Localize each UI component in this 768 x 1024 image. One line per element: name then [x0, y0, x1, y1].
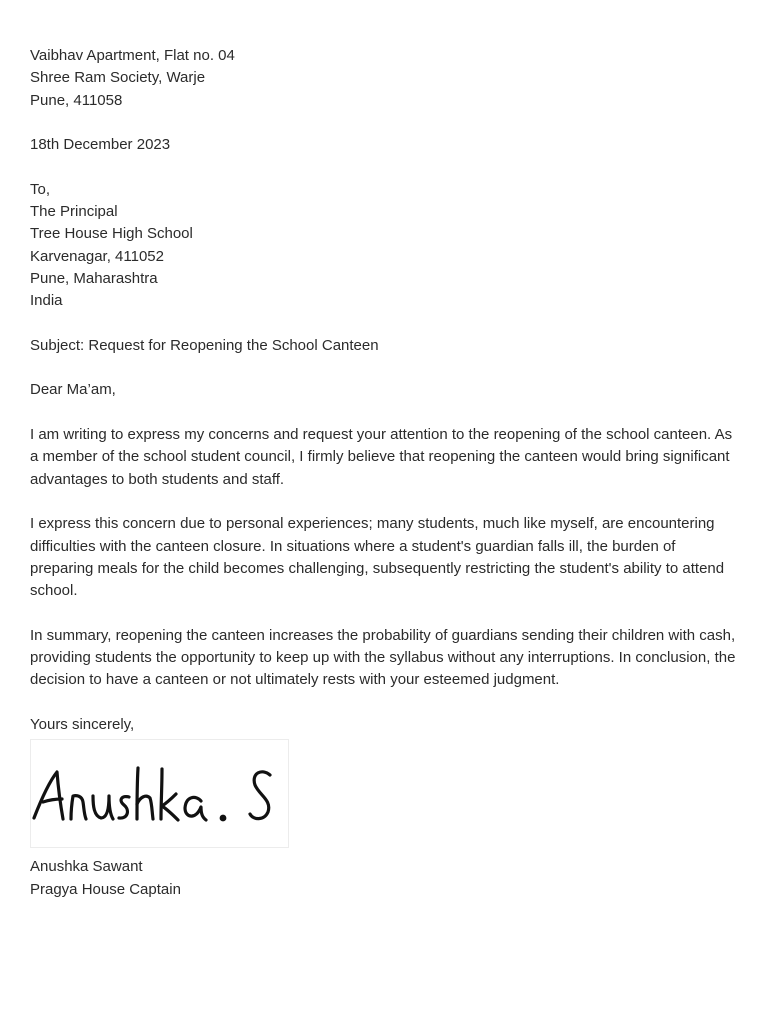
letter-subject: Subject: Request for Reopening the School Canteen [30, 336, 379, 354]
closing-block [30, 714, 742, 736]
signature-image [30, 739, 289, 848]
recipient-country: India [30, 292, 63, 310]
recipient-area: Karvenagar, 411052 [30, 247, 164, 265]
greeting-block [30, 379, 742, 401]
signer-role: Pragya House Captain [30, 880, 181, 898]
recipient-address [30, 179, 742, 313]
signer-block [30, 856, 742, 901]
signer-name: Anushka Sawant [30, 858, 143, 876]
recipient-city-state: Pune, Maharashtra [30, 269, 158, 287]
recipient-title: The Principal [30, 203, 118, 221]
body-paragraph-1: I am writing to express my concerns and request your attention to the reopening of the school canteen. As a member of the school student council, I firmly believe that reopening the canteen would bring significant advantages to both students and staff. [30, 426, 733, 488]
handwritten-signature [31, 740, 289, 848]
letter-closing: Yours sincerely, [30, 715, 135, 733]
letter-date-block [30, 134, 742, 156]
recipient-to: To, [30, 180, 51, 198]
sender-address-line: Pune, 411058 [30, 91, 123, 109]
letter [30, 45, 742, 901]
letter-date: 18th December 2023 [30, 136, 171, 154]
recipient-school: Tree House High School [30, 225, 193, 243]
body-paragraph-3: In summary, reopening the canteen increases the probability of guardians sending their children with cash, providing students the opportunity to keep up with the syllabus without any interruptions. In conclusion, the decision to have a canteen or not ultimately rests with your esteemed judgment. [30, 626, 736, 689]
sender-address-line: Vaibhav Apartment, Flat no. 04 [30, 47, 235, 64]
body-paragraph-2: I express this concern due to personal experiences; many students, much like myself, are encountering difficulties with the canteen closure. In situations where a student's guardian falls ill, the burden of preparing meals for the child becomes challenging, subsequently restricting the student's ability to attend school. [30, 515, 725, 600]
sender-address-line: Shree Ram Society, Warje [30, 69, 206, 87]
letter-greeting: Dear Ma’am, [30, 381, 116, 399]
subject-block [30, 335, 742, 357]
sender-address [30, 45, 742, 112]
